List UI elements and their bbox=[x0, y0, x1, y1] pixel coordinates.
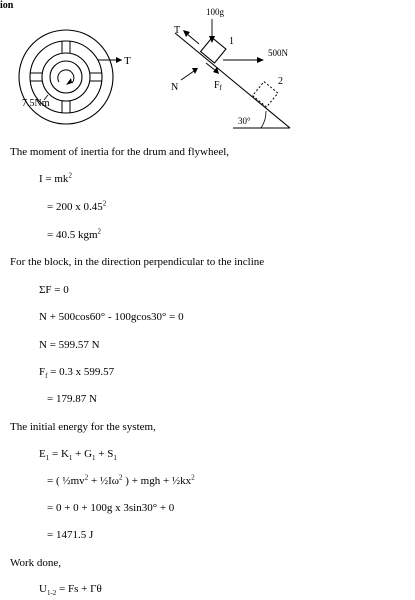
friction-eq: $F_f = 0.3$ x 599.57 bbox=[39, 366, 115, 381]
energy-eq4: = 1471.5 J bbox=[47, 529, 94, 541]
tension-arrowhead bbox=[116, 57, 122, 63]
energy-intro: The initial energy for the system, bbox=[10, 421, 156, 433]
block-position-1 bbox=[201, 38, 226, 63]
rotation-arrowhead bbox=[66, 78, 72, 85]
friction-label: $F_f$ bbox=[214, 80, 222, 92]
energy-eq1: $E_1 = K_1 + G_1 + S_1$ bbox=[39, 448, 117, 463]
drum-outer bbox=[42, 53, 90, 101]
block-position-2 bbox=[253, 82, 278, 107]
mechanics-figure bbox=[0, 0, 415, 140]
friction-line bbox=[206, 63, 216, 71]
work-eq: $U_{1-2} = Fs + \Gamma\theta$ bbox=[39, 583, 102, 598]
incline-tension-line bbox=[186, 33, 199, 44]
inertia-eq2: = 200 x 0.45$^2$ bbox=[47, 199, 107, 213]
normal-force-arrowhead bbox=[192, 68, 198, 74]
drum-inner bbox=[50, 61, 82, 93]
incline-diagram bbox=[171, 7, 290, 128]
incline-tension-label: T bbox=[174, 25, 181, 36]
flywheel-outer-rim bbox=[19, 30, 113, 124]
sum-forces-eq: ΣF = 0 bbox=[39, 284, 69, 296]
normal-force-label: N bbox=[171, 82, 179, 93]
work-intro: Work done, bbox=[10, 557, 62, 569]
torque-label: 7.5Nm bbox=[22, 98, 50, 109]
drum-diagram bbox=[19, 30, 131, 124]
inertia-intro: The moment of inertia for the drum and flywheel, bbox=[10, 146, 230, 158]
position-1-label: 1 bbox=[229, 36, 234, 47]
friction-value: = 179.87 N bbox=[47, 393, 97, 405]
applied-force-label: 500N bbox=[268, 48, 288, 58]
drum-tension-label: T bbox=[124, 55, 131, 67]
normal-force-eq: N + 500cos60° - 100gcos30° = 0 bbox=[39, 311, 184, 323]
applied-force-arrowhead bbox=[257, 57, 264, 63]
weight-label: 100g bbox=[206, 7, 224, 17]
block-intro: For the block, in the direction perpendicular to the incline bbox=[10, 256, 265, 268]
normal-force-line bbox=[181, 71, 194, 80]
angle-label: 30° bbox=[238, 116, 251, 126]
inertia-eq1: $I = mk^2$ bbox=[39, 171, 72, 185]
energy-eq3: = 0 + 0 + 100g x 3sin30° + 0 bbox=[47, 502, 175, 514]
energy-eq2: = ( $\frac{1}{2}mv^2$ + $\frac{1}{2}I\omega^2$ ) + mgh + $\frac{1}{2}kx^2$ bbox=[47, 473, 195, 487]
angle-arc bbox=[261, 111, 266, 128]
normal-force-value: N = 599.57 N bbox=[39, 339, 100, 351]
position-2-label: 2 bbox=[278, 76, 283, 87]
inertia-eq3: = 40.5 kgm$^2$ bbox=[47, 227, 102, 241]
header-fragment: ion bbox=[0, 0, 14, 11]
